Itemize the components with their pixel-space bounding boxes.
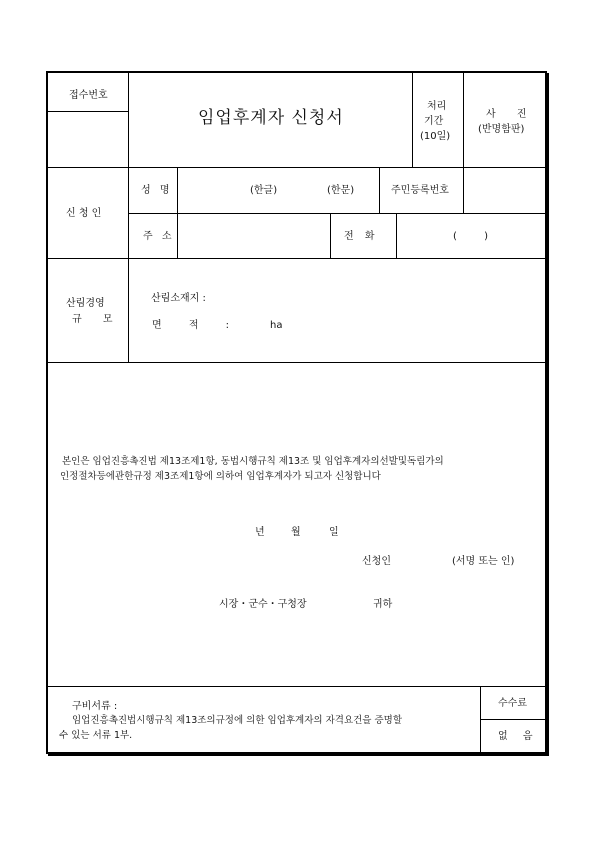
divider <box>48 258 547 259</box>
divider <box>412 73 413 167</box>
fee-value: 없 음 <box>498 731 533 742</box>
forest-section-label: 규 모 <box>72 314 113 325</box>
divider <box>128 213 547 214</box>
signature-note: (서명 또는 인) <box>452 556 515 567</box>
divider <box>480 686 481 754</box>
divider <box>48 111 128 112</box>
date-day: 일 <box>329 527 339 538</box>
date-year: 년 <box>255 527 265 538</box>
divider <box>48 362 547 363</box>
applicant-signature-label: 신청인 <box>362 556 391 567</box>
form-title: 임업후계자 신청서 <box>198 108 344 128</box>
divider <box>48 167 547 168</box>
applicant-section-label: 신 청 인 <box>66 208 102 219</box>
divider <box>177 167 178 258</box>
divider <box>330 213 331 258</box>
photo-size: (반명함판) <box>478 124 525 135</box>
divider <box>480 719 547 720</box>
forest-location-label: 산림소재지 : <box>151 293 206 304</box>
addressee: 시장・군수・구청장 <box>219 599 307 610</box>
divider <box>48 686 547 687</box>
statement-line: 본인은 임업진흥촉진법 제13조제1항, 동법시행규칙 제13조 및 임업후계자의선발및독림가의 <box>62 456 444 467</box>
phone-field[interactable]: ( ) <box>453 231 488 242</box>
forest-area-label: 면 적 : <box>152 320 230 331</box>
divider <box>128 73 129 362</box>
name-korean-field[interactable]: (한글) <box>250 185 278 196</box>
required-docs-label: 구비서류 : <box>72 701 118 712</box>
name-label: 성 명 <box>141 185 170 196</box>
photo-label: 사 진 <box>486 109 527 120</box>
phone-label: 전 화 <box>344 231 375 242</box>
divider <box>379 167 380 213</box>
name-hanja-field[interactable]: (한문) <box>327 185 355 196</box>
divider <box>396 213 397 258</box>
forest-area-unit: ha <box>270 320 283 331</box>
required-docs-text: 수 있는 서류 1부. <box>59 730 133 741</box>
processing-label: 처리 <box>427 101 447 112</box>
divider <box>463 167 464 213</box>
application-form <box>46 71 547 754</box>
receipt-number-label: 접수번호 <box>69 90 108 101</box>
fee-label: 수수료 <box>498 698 527 709</box>
processing-label: 기간 <box>424 116 444 127</box>
date-month: 월 <box>291 527 301 538</box>
resident-number-label: 주민등록번호 <box>391 185 449 196</box>
address-label: 주 소 <box>143 231 172 242</box>
forest-section-label: 산림경영 <box>66 298 105 309</box>
statement-line: 인정절차등에관한규정 제3조제1항에 의하여 임업후계자가 되고자 신청합니다 <box>60 471 381 482</box>
required-docs-text: 임업진흥촉진법시행규칙 제13조의규정에 의한 임업후계자의 자격요건을 증명할 <box>72 715 403 726</box>
addressee-suffix: 귀하 <box>373 599 393 610</box>
processing-period: (10일) <box>420 131 451 142</box>
divider <box>463 73 464 167</box>
